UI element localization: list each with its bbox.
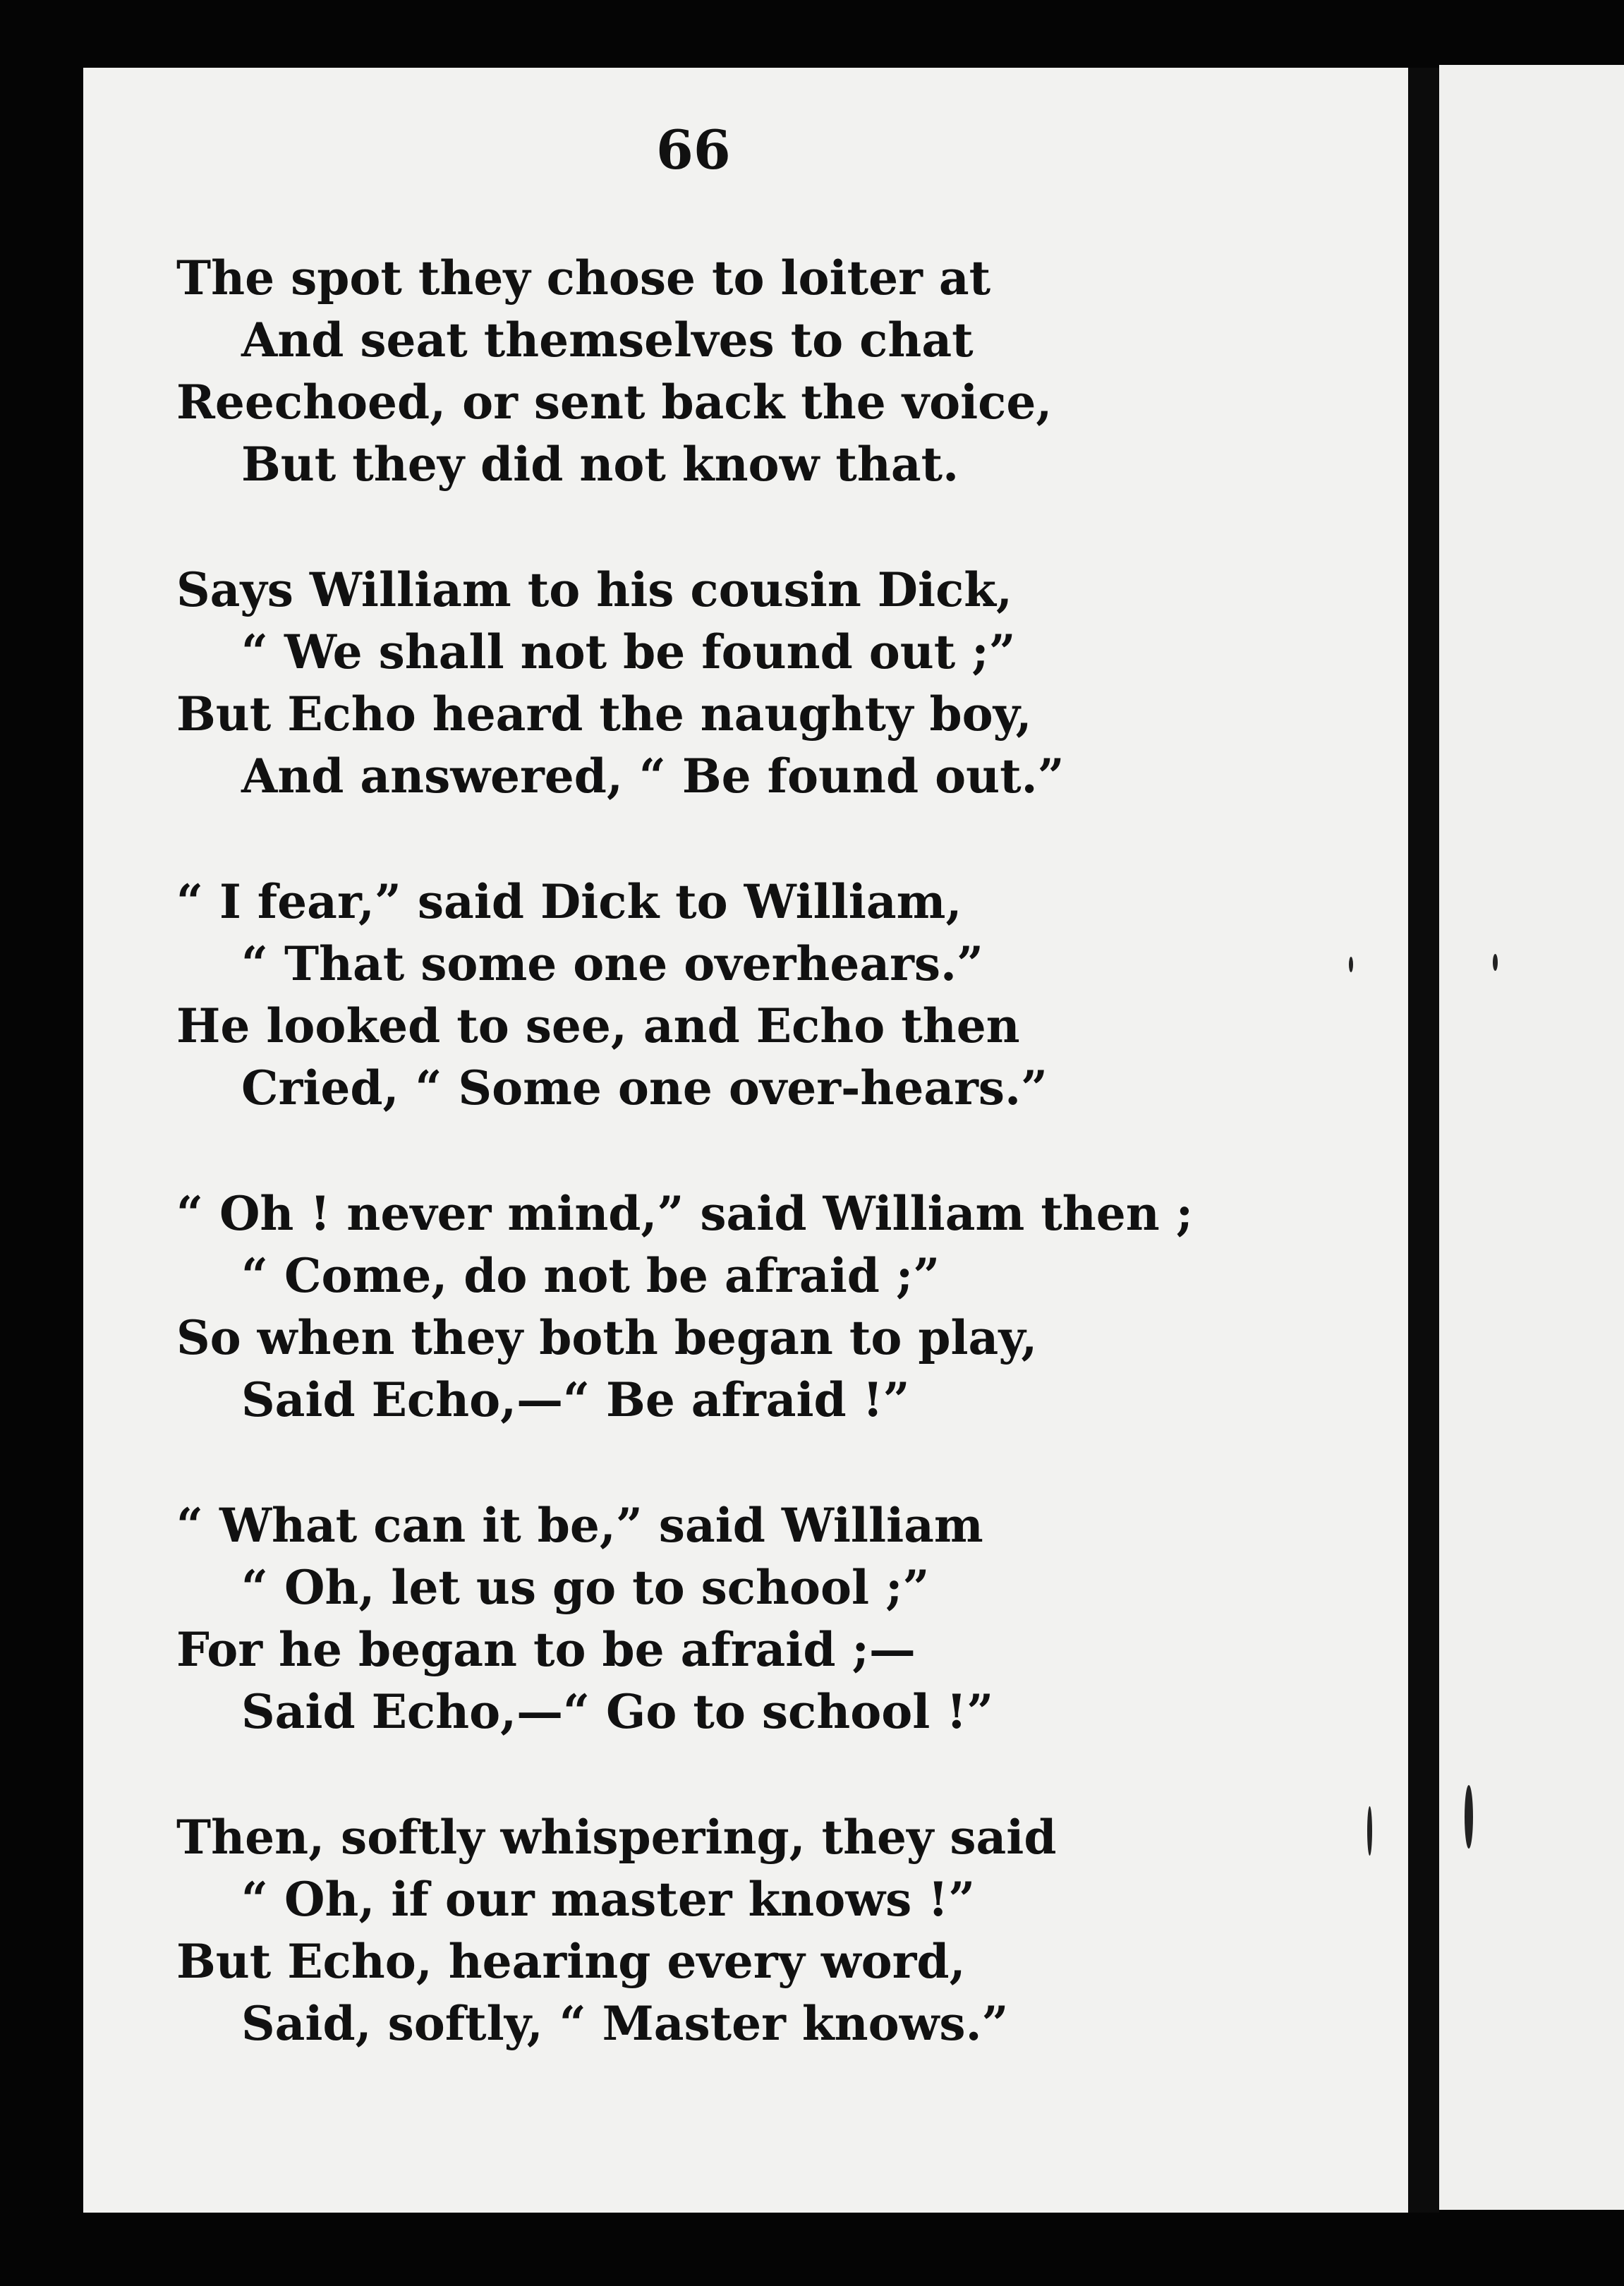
poem-line: “ What can it be,” said William [176, 1498, 983, 1553]
poem-line: And seat themselves to chat [241, 313, 974, 368]
poem-line: Said, softly, “ Master knows.” [241, 1996, 1009, 2051]
ink-speck [1465, 1785, 1473, 1849]
poem-body [176, 247, 1263, 2118]
poem-line: He looked to see, and Echo then [176, 998, 1020, 1053]
ink-speck [1349, 957, 1353, 972]
stanza [176, 1494, 1263, 1743]
stanza [176, 247, 1263, 495]
poem-line: And answered, “ Be found out.” [241, 749, 1065, 804]
poem-line: “ We shall not be found out ;” [241, 624, 1016, 679]
book-gutter [1408, 68, 1439, 2213]
poem-line: Says William to his cousin Dick, [176, 562, 1013, 617]
ink-speck [1367, 1806, 1372, 1856]
poem-line: But Echo, hearing every word, [176, 1934, 966, 1989]
stanza [176, 1806, 1263, 2055]
poem-line: “ That some one overhears.” [241, 936, 983, 991]
facing-page-edge [1439, 65, 1624, 2210]
poem-line: “ Oh ! never mind,” said William then ; [176, 1186, 1194, 1241]
poem-line: Then, softly whispering, they said [176, 1810, 1057, 1865]
ink-speck [1493, 954, 1498, 971]
poem-line: “ Come, do not be afraid ;” [241, 1248, 940, 1303]
poem-line: Reechoed, or sent back the voice, [176, 375, 1053, 430]
poem-line: But they did not know that. [241, 437, 959, 492]
poem-line: “ Oh, let us go to school ;” [241, 1560, 930, 1615]
stanza [176, 871, 1263, 1119]
stanza [176, 1183, 1263, 1431]
poem-line: But Echo heard the naughty boy, [176, 687, 1032, 742]
stanza [176, 559, 1263, 807]
poem-line: “ I fear,” said Dick to William, [176, 874, 962, 929]
poem-line: Said Echo,—“ Be afraid !” [241, 1372, 910, 1427]
poem-line: The spot they chose to loiter at [176, 250, 991, 306]
poem-line: Said Echo,—“ Go to school !” [241, 1684, 994, 1739]
page-number: 66 [656, 119, 731, 181]
poem-line: Cried, “ Some one over-hears.” [241, 1060, 1048, 1115]
poem-line: So when they both began to play, [176, 1310, 1038, 1365]
poem-line: “ Oh, if our master knows !” [241, 1872, 976, 1927]
poem-line: For he began to be afraid ;— [176, 1622, 916, 1677]
